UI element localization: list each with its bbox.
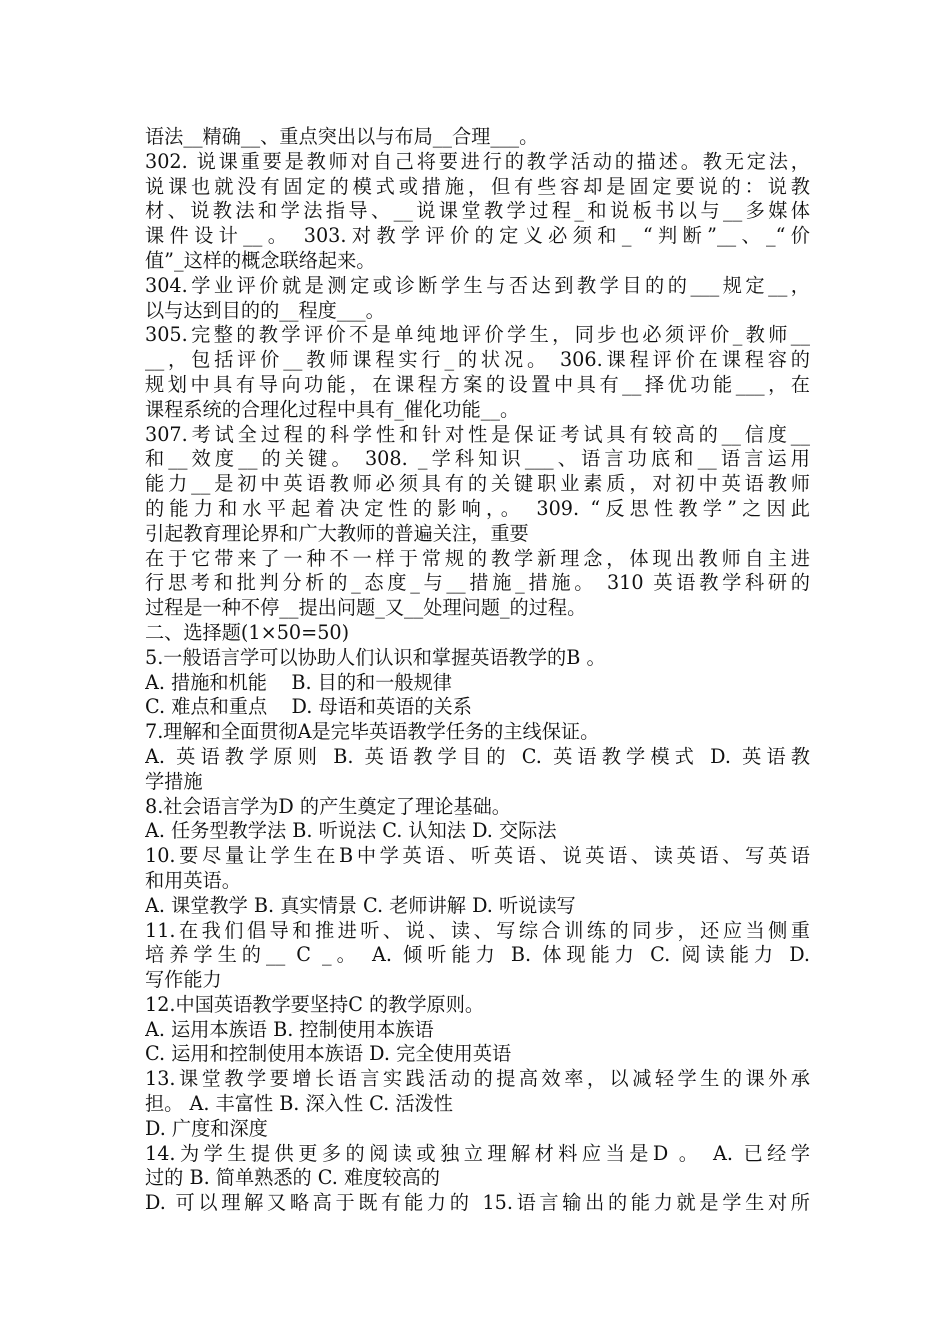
text-line: 学措施 — [145, 769, 203, 793]
text-line: 过程是一种不停__提出问题_又__处理问题_的过程。 — [145, 596, 587, 620]
text-line: A. 措施和机能 B. 目的和一般规律 — [145, 670, 452, 694]
text-line: 行思考和批判分析的_态度_与__措施_措施。 310 英语教学科研的 — [145, 571, 810, 595]
text-line: 14.为学生提供更多的阅读或独立理解材料应当是D 。 A. 已经学 — [145, 1141, 810, 1165]
text-line: 在于它带来了一种不一样于常规的教学新理念，体现出教师自主进 — [145, 546, 810, 570]
text-line: 12.中国英语教学要坚持C 的教学原则。 — [145, 992, 485, 1016]
text-line: 8.社会语言学为D 的产生奠定了理论基础。 — [145, 794, 511, 818]
text-line: 的能力和水平起着决定性的影响，。 309. “反思性教学”之因此 — [145, 496, 810, 520]
text-line: A. 课堂教学 B. 真实情景 C. 老师讲解 D. 听说读写 — [145, 893, 576, 917]
text-line: D. 广度和深度 — [145, 1116, 268, 1140]
text-line: 和__效度__的关键。 308. _学科知识___、语言功底和__语言运用 — [145, 447, 810, 471]
text-line: 10.要尽量让学生在B中学英语、听英语、说英语、读英语、写英语 — [145, 844, 810, 868]
text-line: 语法__精确__、重点突出以与布局__合理___。 — [145, 125, 539, 148]
text-line: 课件设计__。 303.对教学评价的定义必须和_ “判断”__、_“价 — [145, 224, 810, 248]
text-line: __，包括评价__教师课程实行_的状况。 306.课程评价在课程容的 — [145, 348, 810, 372]
text-line: 课程系统的合理化过程中具有_催化功能__。 — [145, 397, 520, 421]
text-line: 值”_这样的概念联络起来。 — [145, 248, 376, 272]
text-line: C. 难点和重点 D. 母语和英语的关系 — [145, 695, 472, 719]
text-line: 307.考试全过程的科学性和针对性是保证考试具有较高的__信度__ — [145, 422, 810, 446]
text-line: A. 任务型教学法 B. 听说法 C. 认知法 D. 交际法 — [145, 819, 557, 843]
text-line: 11.在我们倡导和推进听、说、读、写综合训练的同步，还应当侧重 — [145, 918, 810, 942]
text-line: 以与达到目的的__程度___。 — [145, 298, 385, 322]
text-line: 过的 B. 简单熟悉的 C. 难度较高的 — [145, 1166, 440, 1190]
document-page — [145, 125, 810, 1216]
text-line: 5.一般语言学可以协助人们认识和掌握英语教学的B 。 — [145, 645, 606, 669]
text-line: 规划中具有导向功能，在课程方案的设置中具有__择优功能___，在 — [145, 372, 810, 396]
text-line: 7.理解和全面贯彻A是完毕英语教学任务的主线保证。 — [145, 720, 600, 744]
text-line: 304.学业评价就是测定或诊断学生与否达到教学目的的___规定__， — [145, 273, 810, 297]
text-line: D. 可以理解又略高于既有能力的 15.语言输出的能力就是学生对所 — [145, 1191, 810, 1215]
text-line: 说课也就没有固定的模式或措施，但有些容却是固定要说的：说教 — [145, 174, 810, 198]
text-line: 能力__是初中英语教师必须具有的关键职业素质，对初中英语教师 — [145, 472, 810, 496]
text-line: 培养学生的__ C _。 A. 倾听能力 B. 体现能力 C. 阅读能力 D. — [145, 943, 810, 967]
text-line: A. 英语教学原则 B. 英语教学目的 C. 英语教学模式 D. 英语教 — [145, 744, 810, 768]
text-line: 302. 说课重要是教师对自己将要进行的教学活动的描述。教无定法， — [145, 149, 810, 173]
text-line: 写作能力 — [145, 968, 222, 992]
text-line: 材、说教法和学法指导、__说课堂教学过程_和说板书以与__多媒体 — [145, 199, 810, 223]
text-line: 二、选择题(1×50=50) — [145, 620, 350, 644]
text-line: 305.完整的教学评价不是单纯地评价学生，同步也必须评价_教师__ — [145, 323, 810, 347]
text-line: 担。 A. 丰富性 B. 深入性 C. 活泼性 — [145, 1092, 453, 1116]
text-line: A. 运用本族语 B. 控制使用本族语 — [145, 1017, 434, 1041]
text-line: 引起教育理论界和广大教师的普遍关注，重要 — [145, 521, 529, 545]
text-line: 和用英语。 — [145, 868, 241, 892]
text-line: 13.课堂教学要增长语言实践活动的提高效率，以减轻学生的课外承 — [145, 1067, 810, 1091]
text-line: C. 运用和控制使用本族语 D. 完全使用英语 — [145, 1042, 512, 1066]
